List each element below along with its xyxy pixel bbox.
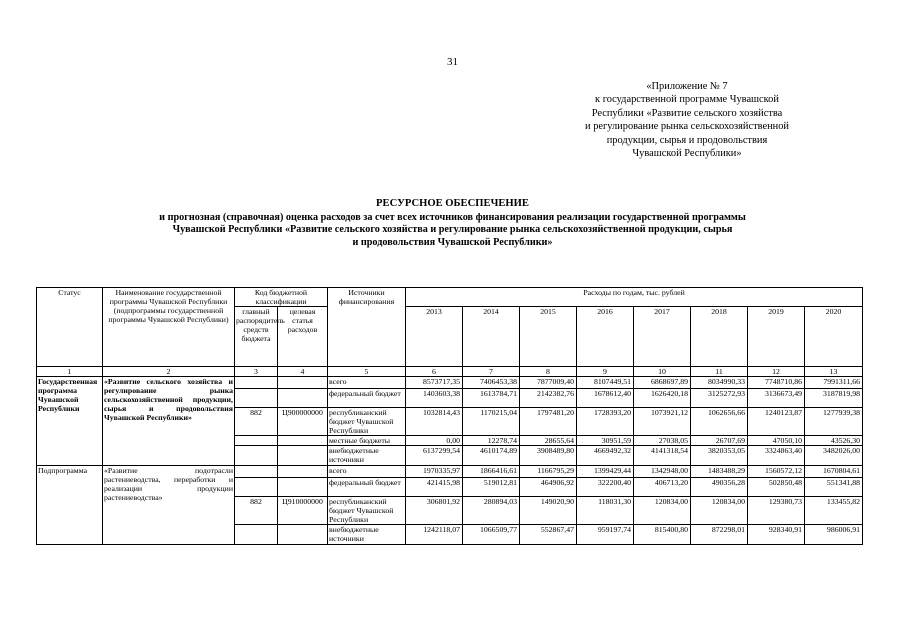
- row-target-item: Ц910000000: [278, 497, 328, 525]
- header-year: 2014: [463, 307, 520, 367]
- row-target-item: [278, 377, 328, 389]
- row-value: 118031,30: [577, 497, 634, 525]
- row-value: 133455,82: [805, 497, 863, 525]
- row-source: республиканский бюджет Чувашской Республики: [328, 408, 406, 436]
- row-value: 1483488,29: [691, 466, 748, 478]
- appendix-line: Чувашской Республики»: [632, 148, 742, 160]
- row-value: 12278,74: [463, 436, 520, 446]
- row-main-manager: 882: [235, 408, 278, 436]
- page-number: 31: [447, 56, 458, 68]
- row-value: 519012,81: [463, 478, 520, 497]
- header-status: Статус: [37, 288, 103, 367]
- row-value: 8034990,33: [691, 377, 748, 389]
- title-line: Чувашской Республики «Развитие сельского хозяйства и регулирование рынка сельскохозяйственной продукции, сырья: [172, 224, 733, 236]
- row-main-manager: [235, 436, 278, 446]
- row-value: 1277939,38: [805, 408, 863, 436]
- row-main-manager: 882: [235, 497, 278, 525]
- row-value: 1240123,87: [748, 408, 805, 436]
- column-number: 12: [748, 367, 805, 377]
- row-value: 4669492,32: [577, 446, 634, 466]
- header-expenses: Расходы по годам, тыс. рублей: [406, 288, 863, 307]
- column-number: 2: [103, 367, 235, 377]
- header-main-manager: главный распорядитель средств бюджета: [235, 307, 278, 367]
- document-title: [60, 198, 845, 249]
- row-value: 7991311,66: [805, 377, 863, 389]
- row-target-item: [278, 466, 328, 478]
- appendix-line: к государственной программе Чувашской: [595, 94, 779, 106]
- row-target-item: [278, 446, 328, 466]
- row-value: 129380,73: [748, 497, 805, 525]
- row-source: местные бюджеты: [328, 436, 406, 446]
- row-source: внебюджетные источники: [328, 525, 406, 545]
- row-value: 1728393,20: [577, 408, 634, 436]
- row-value: 4141318,54: [634, 446, 691, 466]
- row-value: 1166795,29: [520, 466, 577, 478]
- row-value: 3482026,00: [805, 446, 863, 466]
- appendix-line: и регулирование рынка сельскохозяйственной: [585, 121, 789, 133]
- column-number: 13: [805, 367, 863, 377]
- title-heading: РЕСУРСНОЕ ОБЕСПЕЧЕНИЕ: [376, 198, 529, 209]
- row-value: 1342948,00: [634, 466, 691, 478]
- row-value: 1399429,44: [577, 466, 634, 478]
- row-value: 3125272,93: [691, 389, 748, 408]
- column-number: 1: [37, 367, 103, 377]
- row-value: 47050,10: [748, 436, 805, 446]
- row-target-item: Ц900000000: [278, 408, 328, 436]
- row-value: 815400,80: [634, 525, 691, 545]
- row-value: 1970335,97: [406, 466, 463, 478]
- row-value: 552867,47: [520, 525, 577, 545]
- row-value: 1403603,38: [406, 389, 463, 408]
- row-value: 986006,91: [805, 525, 863, 545]
- row-value: 0,00: [406, 436, 463, 446]
- column-number: 7: [463, 367, 520, 377]
- row-program-name: «Развитие сельского хозяйства и регулирование рынка сельскохозяйственной продукции, сырья и продовольствия Чувашской Республики»: [103, 377, 235, 466]
- row-value: 928340,91: [748, 525, 805, 545]
- column-number: 5: [328, 367, 406, 377]
- row-status: Подпрограмма: [37, 466, 103, 545]
- row-value: 120834,00: [691, 497, 748, 525]
- row-value: 1170215,04: [463, 408, 520, 436]
- header-year: 2017: [634, 307, 691, 367]
- row-value: 26707,69: [691, 436, 748, 446]
- row-value: 30951,59: [577, 436, 634, 446]
- header-year: 2016: [577, 307, 634, 367]
- column-number: 6: [406, 367, 463, 377]
- row-value: 6868697,89: [634, 377, 691, 389]
- row-main-manager: [235, 389, 278, 408]
- table-row: [37, 466, 863, 478]
- row-value: 1066509,77: [463, 525, 520, 545]
- row-target-item: [278, 389, 328, 408]
- row-value: 4610174,89: [463, 446, 520, 466]
- column-number: 3: [235, 367, 278, 377]
- row-value: 306801,92: [406, 497, 463, 525]
- row-value: 6137299,54: [406, 446, 463, 466]
- row-value: 1626420,18: [634, 389, 691, 408]
- title-line: и прогнозная (справочная) оценка расходов за счет всех источников финансирования реализации государственной программы: [159, 211, 746, 223]
- row-source: федеральный бюджет: [328, 389, 406, 408]
- column-number: 8: [520, 367, 577, 377]
- appendix-line: Республики «Развитие сельского хозяйства: [591, 107, 783, 119]
- row-value: 406713,20: [634, 478, 691, 497]
- row-main-manager: [235, 478, 278, 497]
- row-main-manager: [235, 446, 278, 466]
- header-year: 2013: [406, 307, 463, 367]
- row-value: 1560572,12: [748, 466, 805, 478]
- row-value: 959197,74: [577, 525, 634, 545]
- row-value: 1613784,71: [463, 389, 520, 408]
- row-value: 7877009,40: [520, 377, 577, 389]
- row-source: всего: [328, 377, 406, 389]
- row-value: 27038,05: [634, 436, 691, 446]
- header-year: 2020: [805, 307, 863, 367]
- row-value: 3136673,49: [748, 389, 805, 408]
- column-number: 10: [634, 367, 691, 377]
- row-value: 43526,30: [805, 436, 863, 446]
- row-value: 1678612,40: [577, 389, 634, 408]
- row-value: 280894,03: [463, 497, 520, 525]
- row-target-item: [278, 478, 328, 497]
- row-program-name: «Развитие подотрасли растениеводства, переработки и реализации продукции растениеводства»: [103, 466, 235, 545]
- row-source: республиканский бюджет Чувашской Республики: [328, 497, 406, 525]
- row-value: 502850,48: [748, 478, 805, 497]
- row-value: 7748710,86: [748, 377, 805, 389]
- row-value: 1797481,20: [520, 408, 577, 436]
- row-value: 8107449,51: [577, 377, 634, 389]
- row-value: 1032814,43: [406, 408, 463, 436]
- header-name: Наименование государственной программы Чувашской Республики (подпрограммы государственной программы Чувашской Республики): [103, 288, 235, 367]
- row-value: 1242118,07: [406, 525, 463, 545]
- appendix-note: [562, 80, 812, 160]
- row-value: 28655,64: [520, 436, 577, 446]
- row-value: 1062656,66: [691, 408, 748, 436]
- table-row: [37, 377, 863, 389]
- row-source: федеральный бюджет: [328, 478, 406, 497]
- row-value: 3908489,80: [520, 446, 577, 466]
- row-value: 8573717,35: [406, 377, 463, 389]
- row-status: Государственная программа Чувашской Республики: [37, 377, 103, 466]
- row-value: 120834,00: [634, 497, 691, 525]
- row-value: 551341,88: [805, 478, 863, 497]
- column-number: 11: [691, 367, 748, 377]
- row-value: 872298,01: [691, 525, 748, 545]
- row-value: 2142382,76: [520, 389, 577, 408]
- column-number: 9: [577, 367, 634, 377]
- header-year: 2015: [520, 307, 577, 367]
- row-value: 1073921,12: [634, 408, 691, 436]
- appendix-line: продукции, сырья и продовольствия: [606, 134, 768, 146]
- row-main-manager: [235, 377, 278, 389]
- row-target-item: [278, 436, 328, 446]
- header-budget-code: Код бюджетной классификации: [235, 288, 328, 307]
- row-target-item: [278, 525, 328, 545]
- header-target-item: целевая статья расходов: [278, 307, 328, 367]
- title-line: и продовольствия Чувашской Республики»: [352, 236, 553, 248]
- row-value: 1866416,61: [463, 466, 520, 478]
- header-year: 2018: [691, 307, 748, 367]
- header-sources: Источники финансирования: [328, 288, 406, 367]
- column-number-row: [37, 367, 863, 377]
- row-value: 490356,28: [691, 478, 748, 497]
- row-value: 3187819,98: [805, 389, 863, 408]
- row-main-manager: [235, 525, 278, 545]
- row-source: всего: [328, 466, 406, 478]
- row-value: 149020,90: [520, 497, 577, 525]
- header-year: 2019: [748, 307, 805, 367]
- row-value: 7406453,38: [463, 377, 520, 389]
- row-main-manager: [235, 466, 278, 478]
- appendix-line: «Приложение № 7: [646, 81, 728, 92]
- row-source: внебюджетные источники: [328, 446, 406, 466]
- column-number: 4: [278, 367, 328, 377]
- row-value: 3820353,05: [691, 446, 748, 466]
- row-value: 322200,40: [577, 478, 634, 497]
- resource-table: [36, 287, 863, 545]
- row-value: 421415,98: [406, 478, 463, 497]
- row-value: 1670804,61: [805, 466, 863, 478]
- row-value: 3324863,40: [748, 446, 805, 466]
- row-value: 464906,92: [520, 478, 577, 497]
